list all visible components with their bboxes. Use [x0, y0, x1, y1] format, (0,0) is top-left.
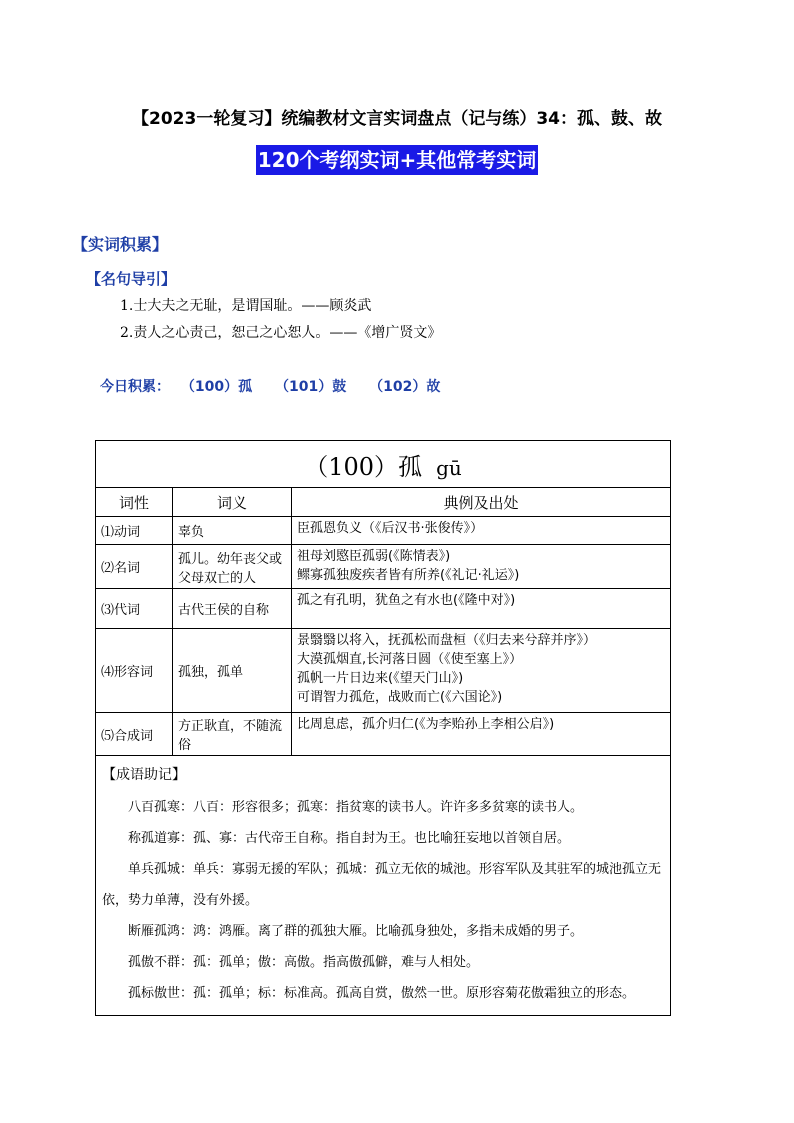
- document-title: 【2023一轮复习】统编教材文言实词盘点（记与练）34：孤、鼓、故: [132, 109, 662, 129]
- idiom-entry: 称孤道寡：孤、寡：古代帝王自称。指自封为王。也比喻狂妄地以首领自居。: [128, 831, 571, 846]
- table-heading-row: [96, 441, 671, 488]
- idiom-entry: 八百孤寒：八百：形容很多；孤寒：指贫寒的读书人。许许多多贫寒的读书人。: [128, 800, 584, 815]
- table-header-row: [96, 488, 671, 517]
- section-famous-quotes: 【名句导引】: [86, 270, 177, 288]
- cell-pos: ⑶代词: [96, 589, 173, 629]
- cell-meaning: 方正耿直，不随流俗: [173, 713, 292, 756]
- cell-pos: ⑷形容词: [96, 629, 173, 713]
- today-item: （100）孤: [180, 379, 253, 395]
- table-row: [96, 629, 671, 713]
- today-item: （101）鼓: [274, 379, 347, 395]
- idiom-entry: 孤傲不群：孤：孤单；傲：高傲。指高傲孤僻，难与人相处。: [128, 955, 480, 970]
- heading-pinyin: gū: [436, 455, 462, 480]
- idiom-entry: 断雁孤鸿：鸿：鸿雁。离了群的孤独大雁。比喻孤身独处，多指未成婚的男子。: [128, 924, 584, 939]
- word-table: [95, 440, 671, 1016]
- example: 祖母刘愍臣孤弱(《陈情表》): [297, 549, 451, 564]
- cell-examples: [292, 629, 671, 713]
- column-header: 词义: [173, 488, 292, 517]
- cell-examples: [292, 545, 671, 589]
- cell-meaning: 孤儿。幼年丧父或父母双亡的人: [173, 545, 292, 589]
- cell-pos: ⑵名词: [96, 545, 173, 589]
- cell-examples: [292, 517, 671, 545]
- idioms-title: 【成语助记】: [102, 767, 186, 783]
- example: 可谓智力孤危，战败而亡(《六国论》): [297, 690, 503, 705]
- table-row: [96, 589, 671, 629]
- cell-meaning: 辜负: [173, 517, 292, 545]
- example: 比周息虑，孤介归仁(《为李贻孙上李相公启》): [297, 717, 555, 732]
- table-row: [96, 713, 671, 756]
- cell-examples: [292, 589, 671, 629]
- cell-meaning: 古代王侯的自称: [173, 589, 292, 629]
- idiom-entry: 单兵孤城：单兵：寡弱无援的军队；孤城：孤立无依的城池。形容军队及其驻军的城池孤立无依，势力单薄，没有外援。: [102, 862, 662, 908]
- heading-char: （100）孤: [304, 452, 423, 481]
- cell-meaning: 孤独，孤单: [173, 629, 292, 713]
- cell-pos: ⑸合成词: [96, 713, 173, 756]
- table-heading: [96, 441, 671, 488]
- idiom-entry: 孤标傲世：孤：孤单；标：标准高。孤高自赏，傲然一世。原形容菊花傲霜独立的形态。: [128, 986, 636, 1001]
- column-header: 词性: [96, 488, 173, 517]
- quote-1: 1.士大夫之无耻，是谓国耻。——顾炎武: [120, 298, 372, 314]
- today-accumulate: [100, 376, 458, 396]
- subtitle-wrap: [0, 145, 794, 175]
- table-row: [96, 545, 671, 589]
- subtitle-highlight: 120个考纲实词+其他常考实词: [256, 145, 539, 175]
- cell-pos: ⑴动词: [96, 517, 173, 545]
- today-item: （102）故: [369, 379, 441, 395]
- column-header: 典例及出处: [292, 488, 671, 517]
- cell-examples: [292, 713, 671, 756]
- today-label: 今日积累：: [100, 379, 170, 395]
- example: 孤之有孔明，犹鱼之有水也(《隆中对》): [297, 593, 516, 608]
- example: 大漠孤烟直,长河落日圆（《使至塞上》）: [297, 652, 523, 667]
- idioms-row: [96, 756, 671, 1016]
- idioms-cell: [96, 756, 671, 1016]
- example: 孤帆一片日边来(《望天门山》): [297, 671, 464, 686]
- section-accumulate: 【实词积累】: [72, 235, 169, 254]
- example: 景翳翳以将入，抚孤松而盘桓（《归去来兮辞并序》）: [297, 633, 597, 648]
- example: 臣孤恩负义（《后汉书·张俊传》）: [297, 521, 484, 536]
- example: 鳏寡孤独废疾者皆有所养(《礼记·礼运》): [297, 568, 520, 583]
- quote-2: 2.责人之心责己，恕己之心恕人。——《增广贤文》: [120, 325, 442, 341]
- table-row: [96, 517, 671, 545]
